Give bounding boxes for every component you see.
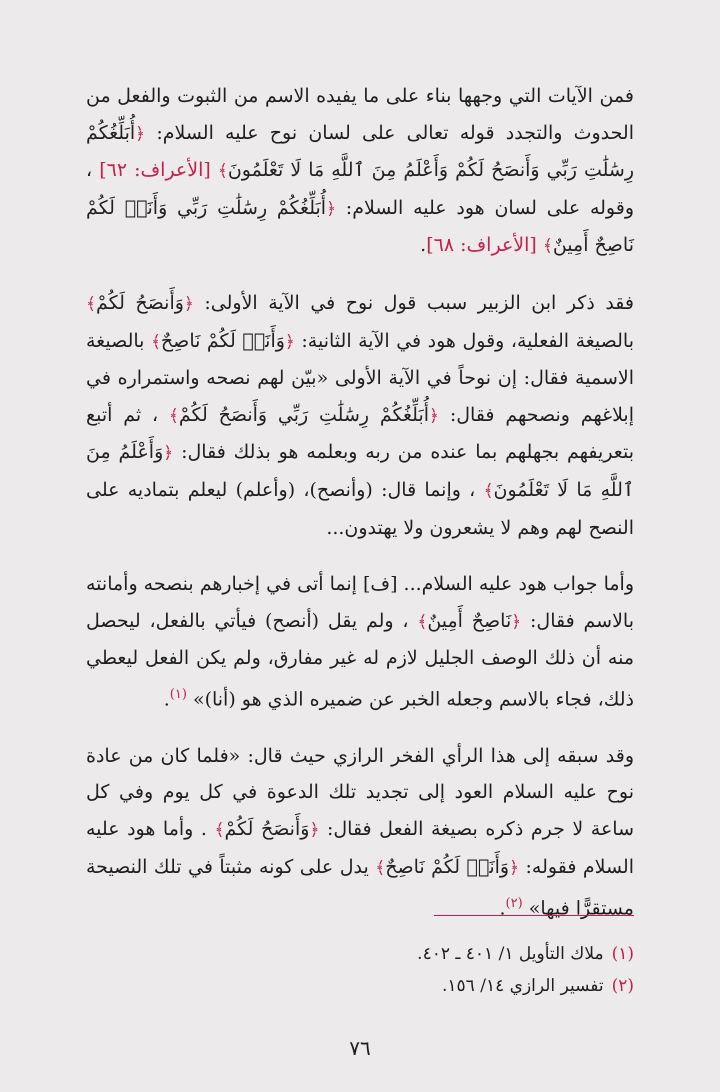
quran-close-bracket: ﴾: [214, 820, 225, 841]
quran-close-bracket: ﴾: [86, 293, 96, 314]
footnote-number: (١): [611, 944, 634, 964]
quran-close-bracket: ﴾: [483, 480, 494, 501]
paragraph-4: [86, 738, 634, 927]
paragraph-2-text-1: فقد ذكر ابن الزبير سبب قول نوح في الآية الأولى:: [193, 291, 634, 314]
quran-verse-4: وَأَنَا۠ لَكُمْ نَاصِحٌ: [160, 329, 285, 352]
quran-verse-6: وَأَعْلَمُ مِنَ ٱللَّهِ مَا لَا تَعْلَمُونَ: [86, 441, 634, 501]
footnote-number: (٢): [611, 976, 634, 996]
quran-open-bracket: ﴿: [309, 820, 320, 841]
paragraph-2-text-4: ، ثم أتبع بتعريفهم بجهلهم بما عنده من ربه وبعلمه هو بذلك فقال:: [86, 403, 634, 464]
quran-open-bracket: ﴿: [135, 123, 146, 144]
paragraph-1-text-2: ، وقوله على لسان هود عليه السلام:: [86, 159, 635, 219]
quran-close-bracket: ﴾: [375, 857, 386, 878]
quran-verse-9: وَأَنَا۠ لَكُمْ نَاصِحٌ: [385, 855, 510, 878]
paragraph-2-text-5: ، وإنما قال: (وأنصح)، (وأعلم) ليعلم بتماديه على النصح لهم وهم لا يشعرون ولا يهتدون...: [86, 478, 634, 539]
paragraph-4-text-1: وقد سبقه إلى هذا الرأي الفخر الرازي حيث قال: «فلما كان من عادة نوح عليه السلام العود إلى تجديد تلك الدعوة في كل يوم وفي كل ساعة لا جرم ذكره بصيغة الفعل فقال:: [86, 744, 635, 841]
quran-close-bracket: ﴾: [542, 236, 553, 257]
quran-verse-3: وَأَنصَحُ لَكُمْ: [95, 291, 184, 314]
paragraph-1-text-3: .: [420, 234, 427, 257]
quran-close-bracket: ﴾: [417, 611, 428, 632]
paragraph-2-text-2: بالصيغة الفعلية، وقول هود في الآية الثانية:: [294, 329, 634, 352]
footnote-text: ملاك التأويل ١/ ٤٠١ ـ ٤٠٢.: [417, 944, 604, 964]
paragraph-4-text-4: .: [499, 897, 506, 920]
quran-open-bracket: ﴿: [284, 331, 295, 352]
paragraph-1: [86, 78, 634, 265]
quran-verse-5: أُبَلِّغُكُمْ رِسَٰلَٰتِ رَبِّي وَأَنصَحُ لَكُمْ: [178, 403, 430, 426]
paragraph-2-text-3: بالصيغة الاسمية فقال: إن نوحاً في الآية الأولى «بيّن لهم نصحه واستمراره في إبلاغهم ونصحهم فقال:: [86, 329, 634, 426]
quran-close-bracket: ﴾: [150, 331, 161, 352]
footnote-divider: [434, 915, 634, 916]
quran-verse-1: أُبَلِّغُكُمْ رِسَٰلَٰتِ رَبِّي وَأَنصَحُ لَكُمْ وَأَعْلَمُ مِنَ ٱللَّهِ مَا لَا تَعْلَمُونَ: [86, 121, 634, 182]
paragraph-4-text-3: يدل على كونه مثبتاً في تلك النصيحة مستقرًّا فيها»: [86, 855, 634, 920]
quran-open-bracket: ﴿: [511, 611, 522, 632]
quran-close-bracket: ﴾: [168, 405, 179, 426]
verse-reference-2: [الأعراف: ٦٨]: [426, 234, 537, 257]
paragraph-1-text-1: فمن الآيات التي وجهها بناء على ما يفيده الاسم من الثبوت والفعل من الحدوث والتجدد قوله تعالى على لسان نوح عليه السلام:: [86, 85, 634, 144]
footnote-text: تفسير الرازي ١٤/ ١٥٦.: [442, 976, 604, 996]
footnote-marker-2[interactable]: (٢): [505, 896, 523, 912]
quran-open-bracket: ﴿: [326, 198, 337, 219]
quran-verse-8: وَأَنصَحُ لَكُمْ: [224, 818, 310, 841]
quran-open-bracket: ﴿: [509, 857, 520, 878]
quran-open-bracket: ﴿: [183, 293, 194, 314]
quran-open-bracket: ﴿: [163, 443, 174, 464]
footnote-1: [86, 938, 634, 970]
footnote-2: [86, 970, 634, 1002]
quran-verse-2: أُبَلِّغُكُمْ رِسَٰلَٰتِ رَبِّي وَأَنَا۠ لَكُمْ نَاصِحٌ أَمِينٌ: [86, 196, 634, 257]
page-number: ٧٦: [349, 1036, 371, 1060]
paragraph-3-text-3: .: [163, 688, 170, 711]
quran-close-bracket: ﴾: [217, 161, 228, 182]
quran-verse-7: نَاصِحٌ أَمِينٌ: [427, 609, 512, 632]
paragraph-3-text-2: ، ولم يقل (أنصح) فيأتي بالفعل، ليحصل منه أن ذلك الوصف الجليل لازم له غير مفارق، ولم يكن الفعل ليعطي ذلك، فجاء بالاسم وجعله الخبر عن ضميره الذي هو (أنا)»: [86, 609, 634, 711]
paragraph-3: [86, 566, 634, 718]
footnote-marker-1[interactable]: (١): [169, 686, 187, 702]
paragraph-4-text-2: . وأما هود عليه السلام فقوله:: [86, 818, 634, 878]
verse-reference-1: [الأعراف: ٦٢]: [99, 159, 211, 182]
paragraph-3-text-1: وأما جواب هود عليه السلام... [ف] إنما أتى في إخبارهم بنصحه وأمانته بالاسم فقال:: [86, 573, 634, 632]
footnotes: [86, 938, 634, 1002]
quran-open-bracket: ﴿: [429, 405, 440, 426]
paragraph-2: [86, 285, 634, 546]
